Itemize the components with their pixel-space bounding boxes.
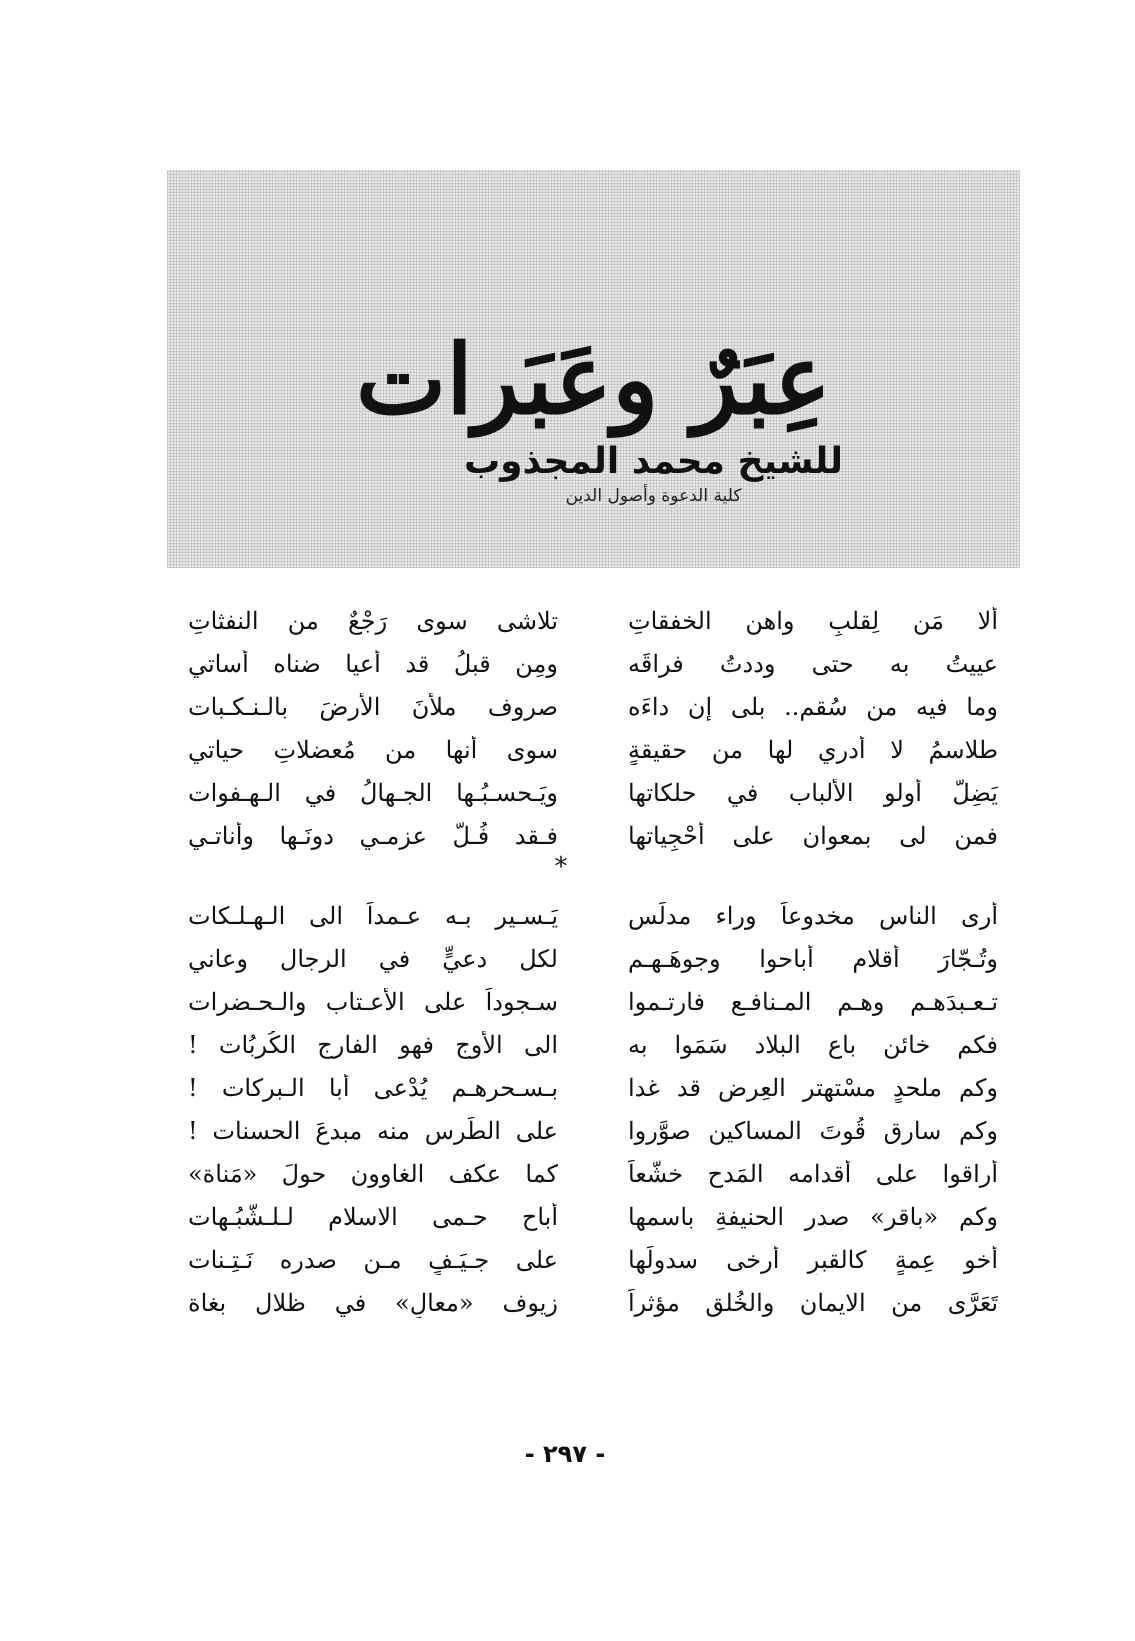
verse-second-hemistich: ويَـحسـبُـها الجـهالُ في الـهـفوات [188, 779, 558, 808]
poem-verse [188, 1110, 998, 1153]
poem-verse [188, 1239, 998, 1282]
verse-second-hemistich: يَـسـير بـه عـمداً الى الـهـلـكات [188, 902, 558, 931]
verse-first-hemistich: أراقوا على أقدامه المَدح خشَّعاً [628, 1160, 998, 1189]
author-affiliation: كلية الدعوة وأصول الدين [565, 485, 742, 506]
poem-verse [188, 1067, 998, 1110]
verse-first-hemistich: وتُـجّارَ أقلامٍ أباحوا وجوهَـهـم [628, 945, 998, 974]
verse-first-hemistich: فمن لى بمعوان على أُحْجِياتها [628, 822, 998, 851]
poem-verse [188, 643, 998, 686]
poem-verse [188, 815, 998, 858]
poem-verse [188, 686, 998, 729]
verse-second-hemistich: على الطِّرسِ منه مبدعَ الحسنات ! [188, 1117, 558, 1146]
verse-second-hemistich: على جـيَـفٍ مـن صدره نَـتِـنات [188, 1246, 558, 1275]
title-banner [167, 170, 1020, 568]
poem-verse [188, 772, 998, 815]
verse-first-hemistich: أخو عِمةٍ كالقبرِ أرخى سدولَها [628, 1246, 998, 1275]
verse-first-hemistich: تـعـبدَهـم وهـم المـنافـع فارتـموا [628, 988, 998, 1017]
poem-verse [188, 938, 998, 981]
article-title: عِبَرٌ وعَبَرات [355, 323, 832, 437]
verse-first-hemistich: يَضِلُّ أولو الألباب في حلكاتها [628, 779, 998, 808]
verse-first-hemistich: وكم ملحدٍ مسْتهتر العِرضِ قد غدا [628, 1074, 998, 1103]
verse-second-hemistich: بـسـحرهـم يُدْعى أبا الـبركات ! [188, 1074, 558, 1103]
verse-second-hemistich: أباح حـمى الاسلام لـلـشُّبُـهات [188, 1203, 558, 1232]
verse-second-hemistich: سوى أنها من مُعضلاتِ حياتي [188, 736, 558, 765]
poem-verse [188, 1153, 998, 1196]
verse-second-hemistich: صروف ملأنَ الأرضَ بالـنـكـبات [188, 693, 558, 722]
verse-first-hemistich: فكم خائنٍ باع البلاد سَمَوا به [628, 1031, 998, 1060]
verse-second-hemistich: الى الأوج فهو الفارج الكُربُات ! [188, 1031, 558, 1060]
verse-first-hemistich: طلاسمُ لا أدري لها من حقيقةٍ [628, 736, 998, 765]
poem-verse [188, 1282, 998, 1325]
stanza-separator: * [554, 852, 568, 882]
verse-first-hemistich: أرى الناس مخدوعاً وراء مدلِّسٍ [628, 902, 998, 931]
verse-second-hemistich: كما عكف الغاوون حولَ «مَناة» [188, 1160, 558, 1189]
poem-verse [188, 895, 998, 938]
poem-stanza [188, 895, 998, 1325]
poem-verse [188, 1024, 998, 1067]
poem-stanza [188, 600, 998, 858]
page-number: - ٢٩٧ - [524, 1440, 606, 1468]
verse-second-hemistich: سـجوداً على الأعـتاب والـحـضرات [188, 988, 558, 1017]
verse-first-hemistich: ألا مَن لِقلبٍ واهنِ الخفقاتِ [628, 607, 998, 636]
verse-second-hemistich: تلاشى سوى رَجْعٌ من النفثاتِ [188, 607, 558, 636]
verse-second-hemistich: زيوف «معالٍ» في ظلال بغاة [188, 1289, 558, 1318]
verse-first-hemistich: تَعَرَّى من الايمان والخُلق مؤثراً [628, 1289, 998, 1318]
verse-second-hemistich: فـقد فُـلَّ عزمـي دونَـها وأناتـي [188, 822, 558, 851]
verse-first-hemistich: وكم «باقر» صدر الحنيفةِ باسمها [628, 1203, 998, 1232]
poem-verse [188, 729, 998, 772]
verse-first-hemistich: وما فيه من سُقمٍ.. بلى إن داءَه [628, 693, 998, 722]
author-name: للشيخ محمد المجذوب [463, 441, 843, 483]
verse-first-hemistich: وكم سارقٍ قُوتَ المساكين صوَّروا [628, 1117, 998, 1146]
verse-first-hemistich: عييتُ به حتى وددتُ فراقَه [628, 650, 998, 679]
poem-verse [188, 981, 998, 1024]
poem-verse [188, 1196, 998, 1239]
verse-second-hemistich: لكل دعيٍّ في الرجال وعاني [188, 945, 558, 974]
poem-verse [188, 600, 998, 643]
verse-second-hemistich: ومِن قبلُ قد أعيا ضناه أساتي [188, 650, 558, 679]
